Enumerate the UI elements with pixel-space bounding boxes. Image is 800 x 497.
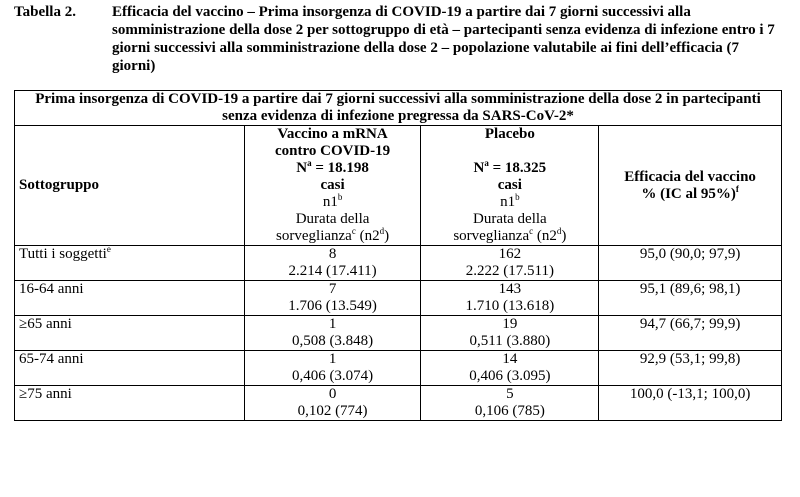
placebo-duration-line1: Durata della	[473, 211, 547, 227]
placebo-duration-line2: sorveglianza$^c$ (n2$^d$)	[453, 226, 567, 244]
placebo-n: $N^a = 18.325$	[473, 158, 547, 176]
caption-label: Tabella 2.	[14, 4, 76, 20]
row-subgroup: 16-64 anni	[15, 281, 245, 316]
vaccine-name-line2: contro COVID-19	[275, 143, 391, 159]
row-efficacy: 95,0 (90,0; 97,9)	[599, 246, 782, 281]
row-vaccine: 8 2.214 (17.411)	[244, 246, 421, 281]
row-placebo: 5 0,106 (785)	[421, 386, 599, 421]
table-row	[15, 351, 782, 386]
header-efficacy	[599, 126, 782, 246]
efficacy-line1: Efficacia del vaccino	[624, 168, 756, 185]
table-caption	[14, 3, 784, 75]
caption-text: Efficacia del vaccino – Prima insorgenza di COVID-19 a partire dai 7 giorni successivi alla somministrazione della dose 2 per sottogruppo di età – partecipanti senza evidenza di infezione entro i 7 giorni successivi alla somministrazione della dose 2 – popolazione valutabile ai fini dell’efficacia (7 giorni)	[112, 4, 775, 74]
vaccine-duration-line1: Durata della	[295, 211, 370, 227]
header-subgroup: Sottogruppo	[15, 126, 245, 246]
vaccine-duration-line2: sorveglianza$^c$ (n2$^d$)	[276, 226, 390, 244]
row-efficacy: 100,0 (-13,1; 100,0)	[599, 386, 782, 421]
table-row	[15, 281, 782, 316]
vaccine-cases-label: casi	[320, 177, 345, 193]
vaccine-n1: n1$^b$	[322, 192, 343, 210]
column-header-row	[15, 126, 782, 246]
placebo-name: Placebo	[484, 126, 535, 142]
table-row	[15, 316, 782, 351]
placebo-n1: n1$^b$	[500, 192, 520, 210]
row-efficacy: 94,7 (66,7; 99,9)	[599, 316, 782, 351]
efficacy-line2: % (IC al 95%)$^f$	[641, 183, 739, 202]
row-subgroup: ≥65 anni	[15, 316, 245, 351]
row-subgroup: ≥75 anni	[15, 386, 245, 421]
span-header-row	[15, 91, 782, 126]
row-subgroup: Tutti i soggetti$^e$	[15, 246, 245, 281]
span-header: Prima insorgenza di COVID-19 a partire dai 7 giorni successivi alla somministrazione della dose 2 in partecipanti senza evidenza di infezione pregressa da SARS-CoV-2*	[15, 91, 782, 126]
row-placebo: 14 0,406 (3.095)	[421, 351, 599, 386]
vaccine-name-line1: Vaccino a mRNA	[277, 126, 388, 142]
row-vaccine: 0 0,102 (774)	[244, 386, 421, 421]
row-vaccine: 1 0,508 (3.848)	[244, 316, 421, 351]
vaccine-n: $N^a = 18.198$	[296, 158, 369, 176]
row-placebo: 19 0,511 (3.880)	[421, 316, 599, 351]
row-placebo: 143 1.710 (13.618)	[421, 281, 599, 316]
row-vaccine: 1 0,406 (3.074)	[244, 351, 421, 386]
row-subgroup: 65-74 anni	[15, 351, 245, 386]
row-placebo: 162 2.222 (17.511)	[421, 246, 599, 281]
row-efficacy: 95,1 (89,6; 98,1)	[599, 281, 782, 316]
table-row	[15, 386, 782, 421]
row-vaccine: 7 1.706 (13.549)	[244, 281, 421, 316]
header-vaccine	[244, 126, 421, 246]
efficacy-table	[14, 90, 782, 421]
header-placebo	[421, 126, 599, 246]
row-efficacy: 92,9 (53,1; 99,8)	[599, 351, 782, 386]
placebo-cases-label: casi	[497, 177, 522, 193]
table-row	[15, 246, 782, 281]
